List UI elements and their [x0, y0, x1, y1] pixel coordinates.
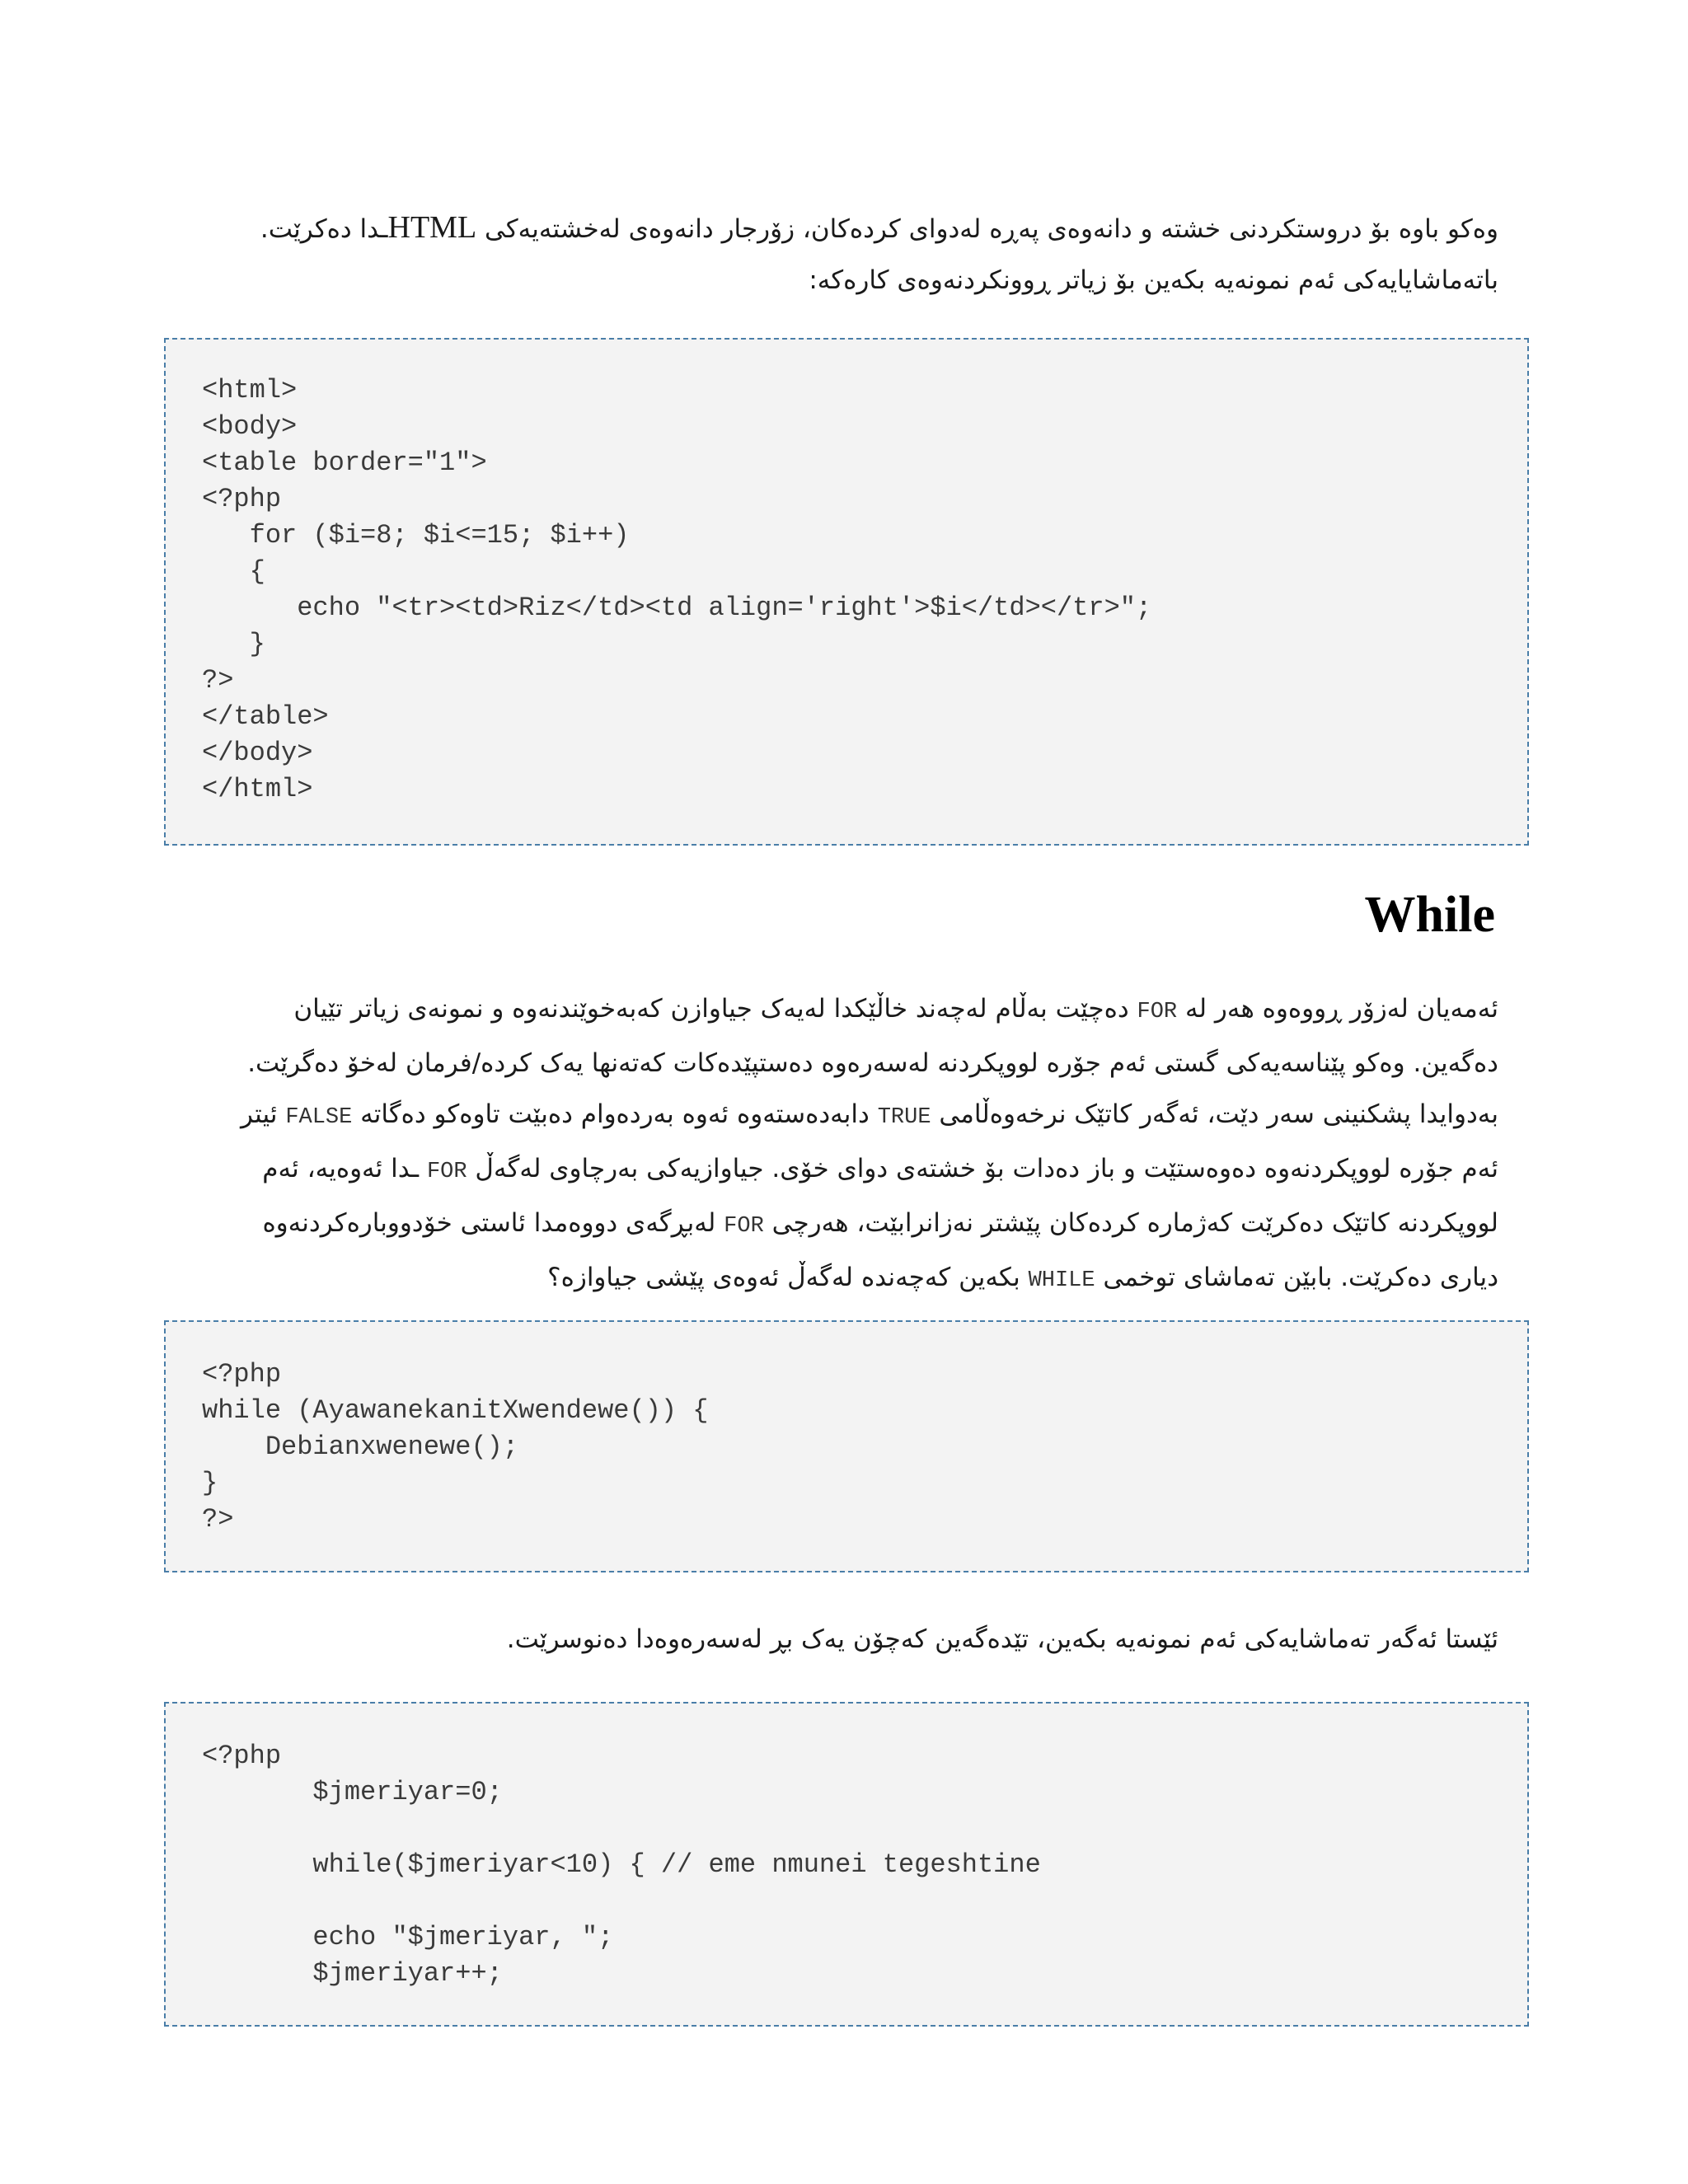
text: ـدا ئەوەیە، ئەم: [262, 1154, 427, 1183]
text: بکەین کەچەندە لەگەڵ ئەوەی پێشی جیاوازە؟: [547, 1263, 1029, 1292]
text: بەدوایدا پشکنینی سەر دێت، ئەگەر کاتێک نرخەوەڵامی: [931, 1099, 1498, 1129]
while-line-1: [239, 983, 1498, 1038]
keyword-false: FALSE: [285, 1105, 353, 1130]
text: ئەمەیان لەزۆر ڕووەوە هەر لە: [1177, 994, 1498, 1024]
text: ئەم جۆرە لووپکردنەوە دەوەستێت و باز دەدات بۆ خشتەی دوای خۆی. جیاوازیەکی بەرچاوی لەگەڵ: [467, 1154, 1498, 1183]
section-heading: While: [1364, 887, 1495, 943]
intro-line-1: [239, 202, 1498, 255]
keyword-for: FOR: [724, 1214, 764, 1239]
intro-text-end: ـدا دەکرێت.: [260, 214, 388, 244]
keyword-while: WHILE: [1028, 1268, 1095, 1293]
note-line: ئێستا ئەگەر تەماشایەکی ئەم نمونەیە بکەین، تێدەگەین کەچۆن یەک بڕ لەسەرەوەدا دەنوسرێت.: [506, 1624, 1498, 1654]
text: ئیتر: [241, 1099, 286, 1129]
code-block-while-example: [164, 1320, 1529, 1572]
intro-paragraph: [239, 202, 1498, 306]
while-paragraph: [239, 983, 1498, 1306]
text: دابەدەستەوە ئەوە بەردەوام دەبێت تاوەکو دەگاتە: [352, 1099, 878, 1129]
code-block-counter-example: [164, 1702, 1529, 2027]
text: لەبڕگەی دووەمدا ئاستی خۆدووبارەکردنەوە: [262, 1208, 724, 1238]
intro-text: وەکو باوە بۆ دروستکردنی خشتە و دانەوەی پەڕە لەدوای کردەکان، زۆرجار دانەوەی لەخشتەیەکی: [476, 214, 1498, 244]
while-line-2: دەگەین. وەکو پێناسەیەکی گستی ئەم جۆرە لووپکردنە لەسەرەوە دەستپێدەکات کەتەنها یەک کردە/فرمان لەخۆ دەگرێت.: [247, 1048, 1498, 1078]
code-text: <html> <body> <table border="1"> <?php for ($i=8; $i<=15; $i++) { echo "<tr><td>Riz</td><td align='right'>$i</td></tr>"; } ?> </table> </body> </html>: [202, 375, 1152, 804]
while-line-6: [239, 1252, 1498, 1306]
keyword-for: FOR: [426, 1160, 467, 1184]
while-line-3: [239, 1089, 1498, 1143]
keyword-for: FOR: [1137, 1000, 1178, 1024]
note-paragraph: [239, 1614, 1498, 1665]
text: لووپکردنە کاتێک دەکرێت کەژمارە کردەکان پێشتر نەزانرابێت، هەرچی: [763, 1208, 1498, 1238]
code-block-html-table: [164, 338, 1529, 846]
text: دەچێت بەڵام لەچەند خاڵێکدا لەیەک جیاوازن کەبەخوێندنەوە و نمونەی زیاتر تێیان: [293, 994, 1137, 1024]
intro-line-2: باتەماشایایەکی ئەم نمونەیە بکەین بۆ زیاتر ڕوونکردنەوەی کارەکە:: [809, 265, 1498, 295]
code-text: <?php $jmeriyar=0; while($jmeriyar<10) { // eme nmunei tegeshtine echo "$jmeriyar, "; $jmeriyar++;: [202, 1741, 1041, 1989]
while-line-4: [239, 1143, 1498, 1197]
keyword-true: TRUE: [877, 1105, 931, 1130]
html-term: HTML: [387, 210, 477, 245]
code-text: <?php while (AyawanekanitXwendewe()) { Debianxwenewe(); } ?>: [202, 1359, 709, 1535]
text: دیاری دەکرێت. بابێن تەماشای توخمی: [1095, 1263, 1498, 1292]
while-line-5: [239, 1197, 1498, 1252]
